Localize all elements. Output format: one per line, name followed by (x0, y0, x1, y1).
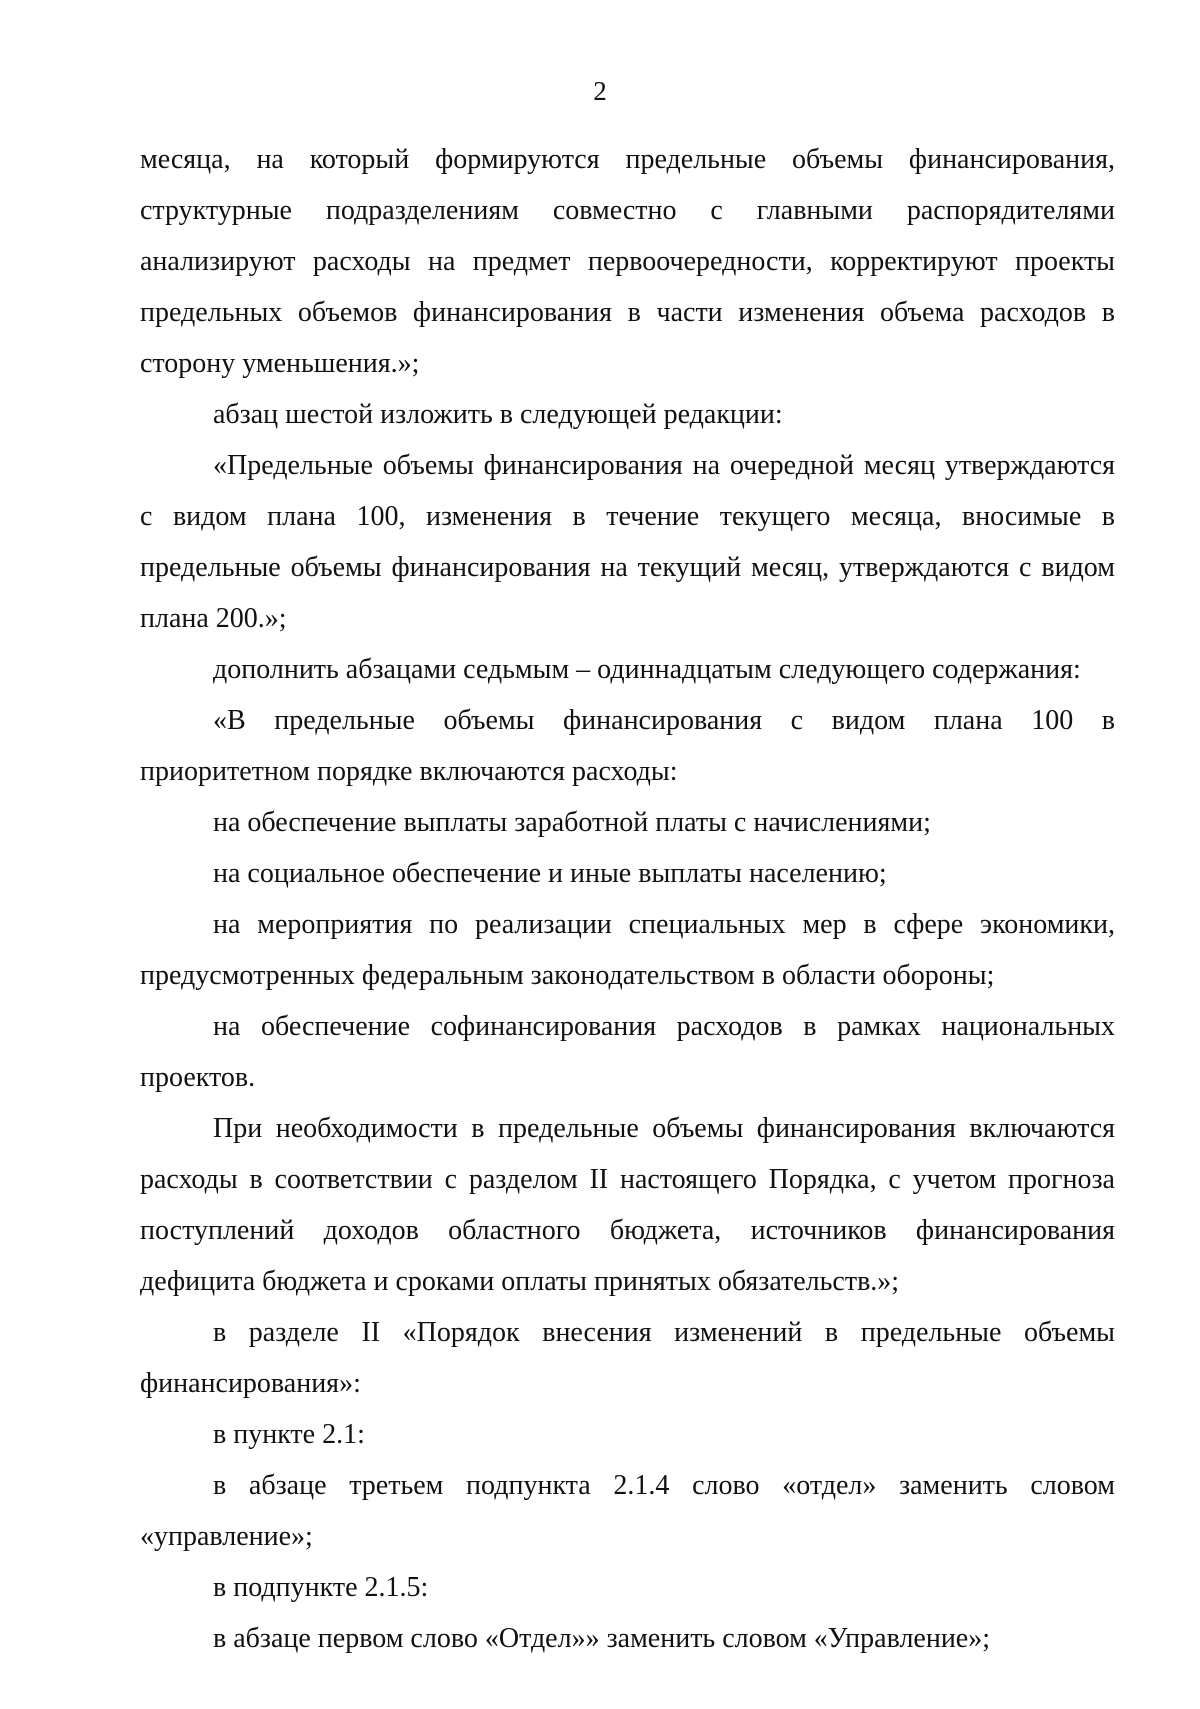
paragraph-12: в пункте 2.1: (213, 1419, 365, 1450)
paragraph-8: на мероприятия по реализации специальных мер в сфере экономики, предусмотренных федеральным законодательством в области обороны; (140, 909, 1115, 991)
paragraph-11: в разделе II «Порядок внесения изменений в предельные объемы финансирования»: (140, 1317, 1115, 1399)
paragraph-1: месяца, на который формируются предельные объемы финансирования, структурные подразделениям совместно с главными распорядителями анализируют расходы на предмет первоочередности, корректируют проекты предельных объемов финансирования в части изменения объема расходов в сторону уменьшения.»; (140, 144, 1115, 379)
document-body (140, 134, 1115, 1664)
paragraph-9: на обеспечение софинансирования расходов в рамках национальных проектов. (140, 1011, 1115, 1093)
paragraph-15: в абзаце первом слово «Отдел»» заменить словом «Управление»; (213, 1623, 991, 1654)
paragraph-4: дополнить абзацами седьмым – одиннадцатым следующего содержания: (213, 654, 1081, 685)
page-number: 2 (593, 76, 607, 106)
paragraph-14: в подпункте 2.1.5: (213, 1572, 429, 1603)
paragraph-10: При необходимости в предельные объемы финансирования включаются расходы в соответствии с разделом II настоящего Порядка, с учетом прогноза поступлений доходов областного бюджета, источников финансирования дефицита бюджета и сроками оплаты принятых обязательств.»; (140, 1113, 1115, 1297)
paragraph-13: в абзаце третьем подпункта 2.1.4 слово «отдел» заменить словом «управление»; (140, 1470, 1115, 1552)
paragraph-6: на обеспечение выплаты заработной платы с начислениями; (213, 807, 931, 838)
paragraph-2: абзац шестой изложить в следующей редакции: (213, 399, 783, 430)
paragraph-3: «Предельные объемы финансирования на очередной месяц утверждаются с видом плана 100, изменения в течение текущего месяца, вносимые в предельные объемы финансирования на текущий месяц, утверждаются с видом плана 200.»; (140, 450, 1115, 634)
paragraph-5: «В предельные объемы финансирования с видом плана 100 в приоритетном порядке включаются расходы: (140, 705, 1115, 787)
paragraph-7: на социальное обеспечение и иные выплаты населению; (213, 858, 887, 889)
